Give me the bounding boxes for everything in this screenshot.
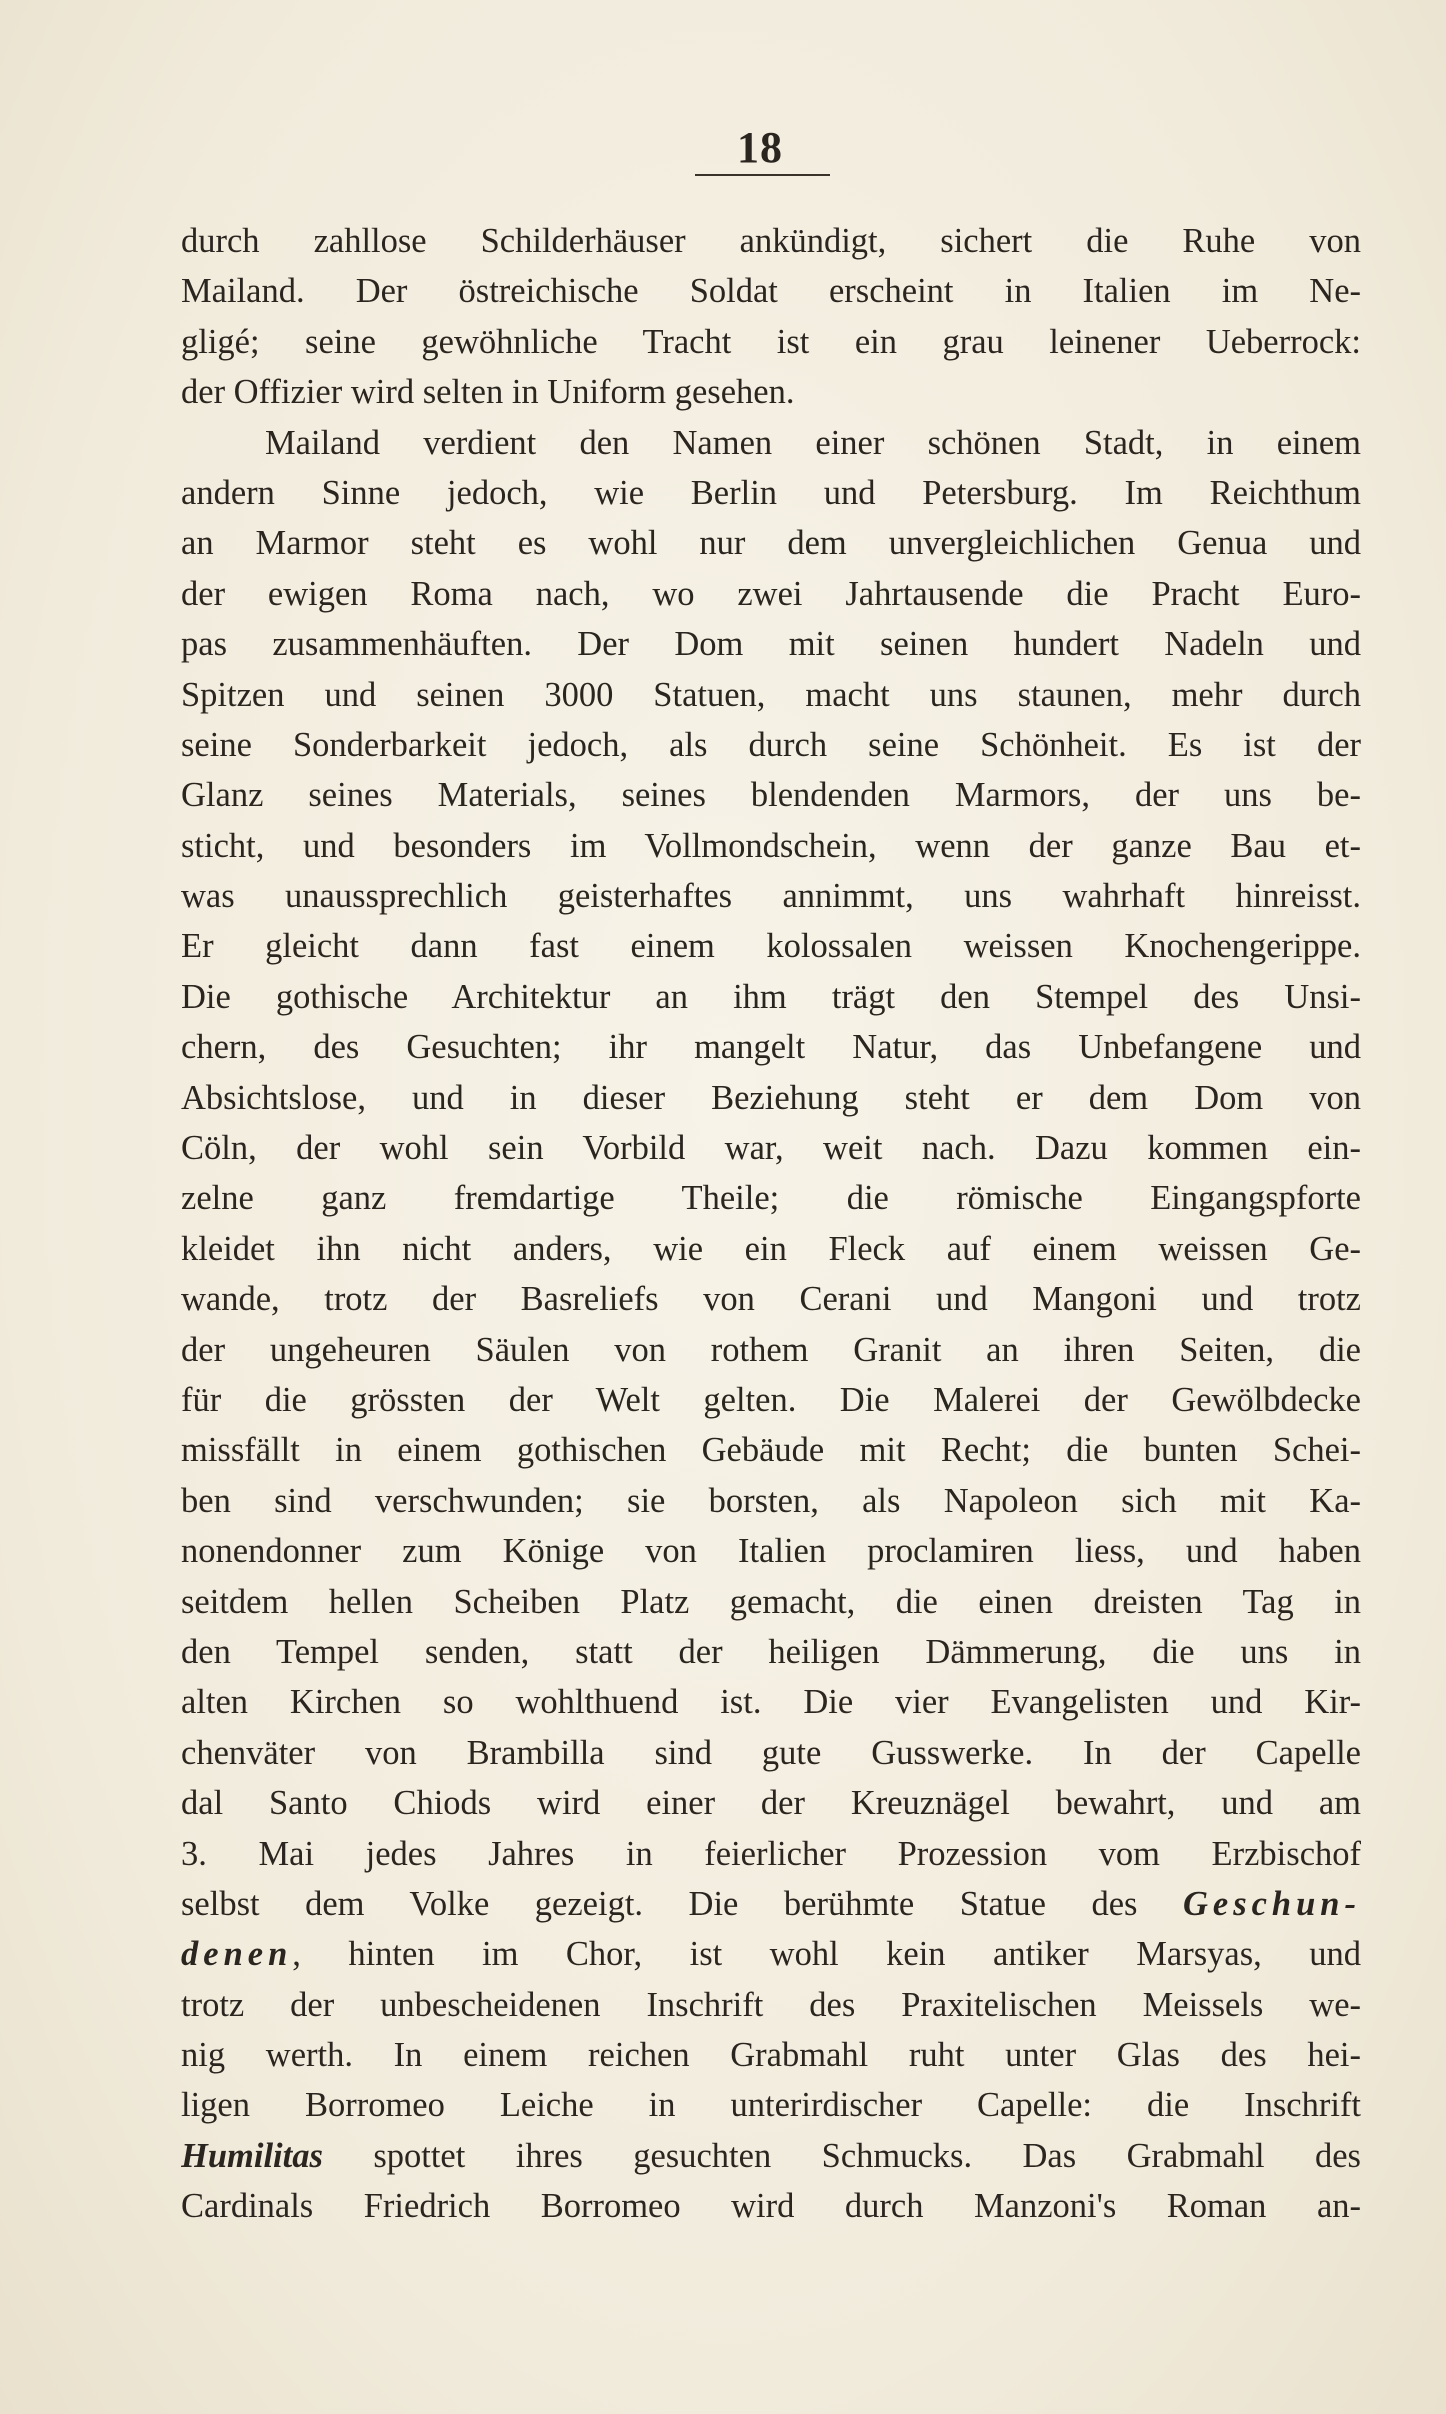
text-line: chenväter von Brambilla sind gute Gusswerke. In der Capelle [181,1733,1361,1772]
text-line: andern Sinne jedoch, wie Berlin und Petersburg. Im Reichthum [181,473,1361,512]
text-line: pas zusammenhäuften. Der Dom mit seinen hundert Nadeln und [181,625,1361,664]
text-line: Cöln, der wohl sein Vorbild war, weit nach. Dazu kommen ein- [181,1129,1361,1168]
text-line: ben sind verschwunden; sie borsten, als Napoleon sich mit Ka- [181,1481,1361,1520]
text-line: Mailand. Der östreichische Soldat erscheint in Italien im Ne- [181,272,1361,311]
text-line [181,1929,1361,1979]
header-rule [695,174,830,176]
text-line: zelne ganz fremdartige Theile; die römische Eingangspforte [181,1179,1361,1218]
text-line: durch zahllose Schilderhäuser ankündigt, sichert die Ruhe von [181,222,1361,260]
text-line: alten Kirchen so wohlthuend ist. Die vier Evangelisten und Kir- [181,1683,1361,1722]
spaced-italic-title: denen [181,1935,293,1974]
text-line: Mailand verdient den Namen einer schönen Stadt, in einem [265,423,1361,462]
text-line: nig werth. In einem reichen Grabmahl ruht unter Glas des hei- [181,2036,1361,2075]
text-line: an Marmor steht es wohl nur dem unvergleichlichen Genua und [181,524,1361,563]
text-line: was unaussprechlich geisterhaftes annimmt, uns wahrhaft hinreisst. [181,877,1361,916]
body-text [181,216,1361,2232]
spaced-italic-title: Geschun- [1182,1884,1361,1923]
italic-inscription: Humilitas [181,2136,323,2175]
text-line: Die gothische Architektur an ihm trägt den Stempel des Unsi- [181,977,1361,1016]
text-line: seitdem hellen Scheiben Platz gemacht, die einen dreisten Tag in [181,1582,1361,1621]
text-line: Spitzen und seinen 3000 Statuen, macht uns staunen, mehr durch [181,675,1361,714]
text-line: Glanz seines Materials, seines blendenden Marmors, der uns be- [181,776,1361,815]
page-number: 18 [737,123,783,172]
text-line: chern, des Gesuchten; ihr mangelt Natur, das Unbefangene und [181,1028,1361,1067]
text-line: Absichtslose, und in dieser Beziehung steht er dem Dom von [181,1078,1361,1117]
text-line: missfällt in einem gothischen Gebäude mit Recht; die bunten Schei- [181,1431,1361,1470]
text-segment: selbst dem Volke gezeigt. Die berühmte Statue des [181,1884,1183,1923]
text-line: trotz der unbescheidenen Inschrift des Praxitelischen Meissels we- [181,1985,1361,2024]
text-line: seine Sonderbarkeit jedoch, als durch seine Schönheit. Es ist der [181,725,1361,764]
text-line: gligé; seine gewöhnliche Tracht ist ein grau leinener Ueberrock: [181,322,1361,361]
text-line: nonendonner zum Könige von Italien proclamiren liess, und haben [181,1532,1361,1571]
text-line: Er gleicht dann fast einem kolossalen weissen Knochengerippe. [181,927,1361,966]
text-line: der ungeheuren Säulen von rothem Granit an ihren Seiten, die [181,1330,1361,1369]
text-line [181,2131,1361,2181]
text-segment: spottet ihres gesuchten Schmucks. Das Grabmahl des [322,2136,1361,2175]
text-line: für die grössten der Welt gelten. Die Malerei der Gewölbdecke [181,1380,1361,1419]
text-line: der Offizier wird selten in Uniform gesehen. [181,373,795,412]
text-line: dal Santo Chiods wird einer der Kreuznägel bewahrt, und am [181,1784,1361,1823]
text-line [181,1879,1361,1929]
text-line: 3. Mai jedes Jahres in feierlicher Prozession vom Erzbischof [181,1834,1361,1873]
text-line: der ewigen Roma nach, wo zwei Jahrtausende die Pracht Euro- [181,574,1361,613]
text-line: den Tempel senden, statt der heiligen Dämmerung, die uns in [181,1632,1361,1671]
text-line: wande, trotz der Basreliefs von Cerani und Mangoni und trotz [181,1280,1361,1319]
text-line: kleidet ihn nicht anders, wie ein Fleck auf einem weissen Ge- [181,1229,1361,1268]
text-line: ligen Borromeo Leiche in unterirdischer Capelle: die Inschrift [181,2086,1361,2125]
text-line: sticht, und besonders im Vollmondschein, wenn der ganze Bau et- [181,826,1361,865]
text-line: Cardinals Friedrich Borromeo wird durch Manzoni's Roman an- [181,2187,1361,2226]
text-segment: , hinten im Chor, ist wohl kein antiker Marsyas, und [292,1935,1361,1974]
